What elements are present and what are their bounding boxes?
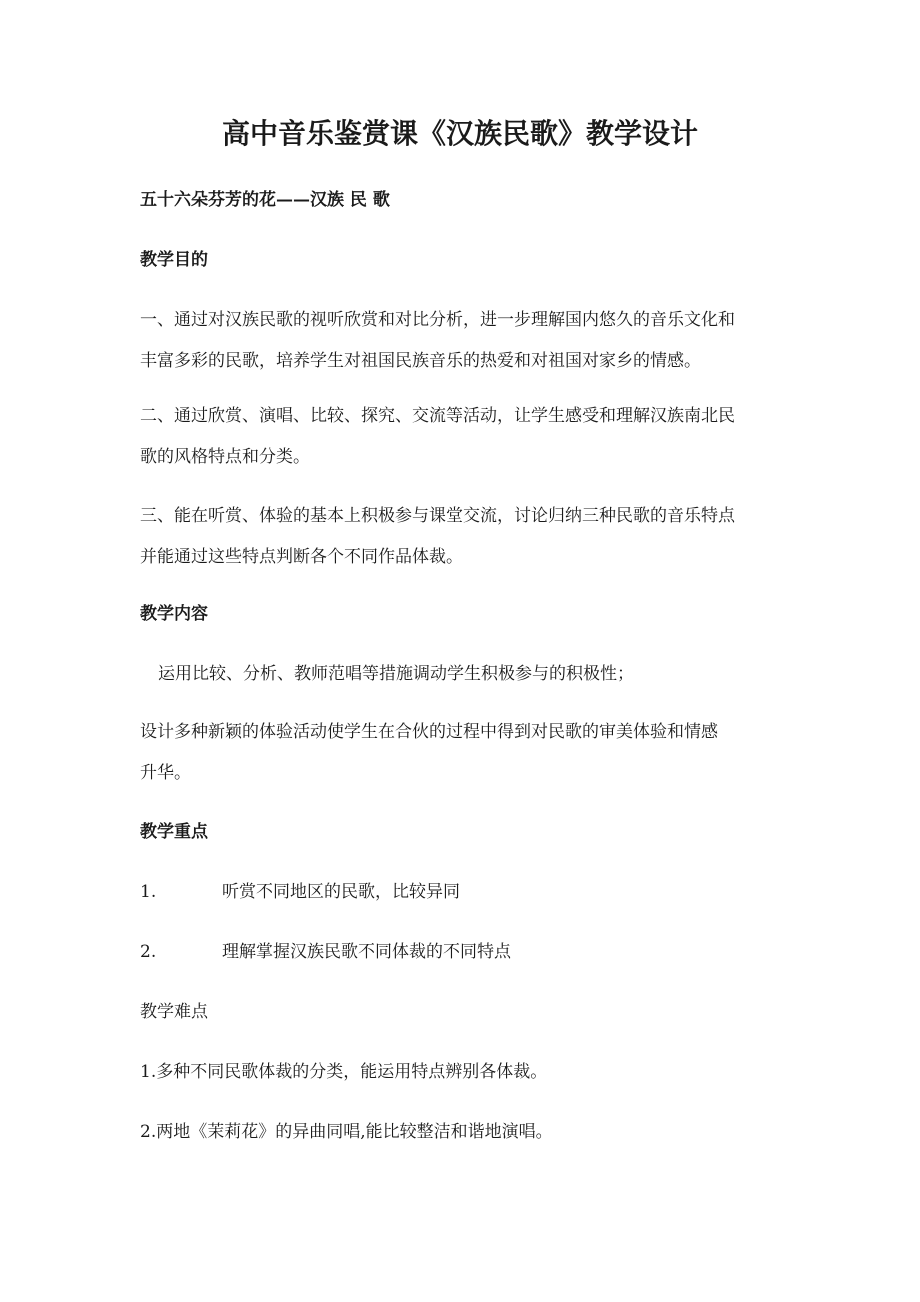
document-title: 高中音乐鉴赏课《汉族民歌》教学设计 xyxy=(221,117,698,150)
content-paragraph-2 xyxy=(140,712,790,794)
objective-item-2-line-1: 二、通过欣赏、演唱、比较、探究、交流等活动，让学生感受和理解汉族南北民 xyxy=(140,406,735,426)
objective-item-3-line-2: 并能通过这些特点判断各个不同作品体裁。 xyxy=(140,547,463,567)
difficulties-heading: 教学难点 xyxy=(140,1002,208,1022)
objective-item-2-line-2: 歌的风格特点和分类。 xyxy=(140,447,310,467)
key-point-item-1 xyxy=(140,880,790,904)
key-point-number: 2. xyxy=(140,942,157,962)
content-paragraph-1: 运用比较、分析、教师范唱等措施调动学生积极参与的积极性； xyxy=(158,664,634,684)
content-paragraph-2-line-1: 设计多种新颖的体验活动使学生在合伙的过程中得到对民歌的审美体验和情感 xyxy=(140,722,718,742)
objectives-heading: 教学目的 xyxy=(140,250,208,270)
objective-item-1-line-2: 丰富多彩的民歌，培养学生对祖国民族音乐的热爱和对祖国对家乡的情感。 xyxy=(140,351,701,371)
key-point-text: 听赏不同地区的民歌，比较异同 xyxy=(222,882,460,902)
difficulty-item-2: 2.两地《茉莉花》的异曲同唱,能比较整洁和谐地演唱。 xyxy=(140,1122,553,1142)
content-paragraph-2-line-2: 升华。 xyxy=(140,763,191,783)
objective-item-3-line-1: 三、能在听赏、体验的基本上积极参与课堂交流，讨论归纳三种民歌的音乐特点 xyxy=(140,506,735,526)
content-heading: 教学内容 xyxy=(140,604,208,624)
key-point-number: 1. xyxy=(140,882,157,902)
objective-item-1 xyxy=(140,300,790,382)
objective-item-2 xyxy=(140,396,790,478)
difficulty-item-1: 1.多种不同民歌体裁的分类，能运用特点辨别各体裁。 xyxy=(140,1062,548,1082)
document-subtitle: 五十六朵芬芳的花——汉族 民 歌 xyxy=(140,190,390,210)
objective-item-1-line-1: 一、通过对汉族民歌的视听欣赏和对比分析，进一步理解国内悠久的音乐文化和 xyxy=(140,310,735,330)
key-point-text: 理解掌握汉族民歌不同体裁的不同特点 xyxy=(222,942,511,962)
key-points-heading: 教学重点 xyxy=(140,822,208,842)
objective-item-3 xyxy=(140,496,790,578)
key-point-item-2 xyxy=(140,940,790,964)
